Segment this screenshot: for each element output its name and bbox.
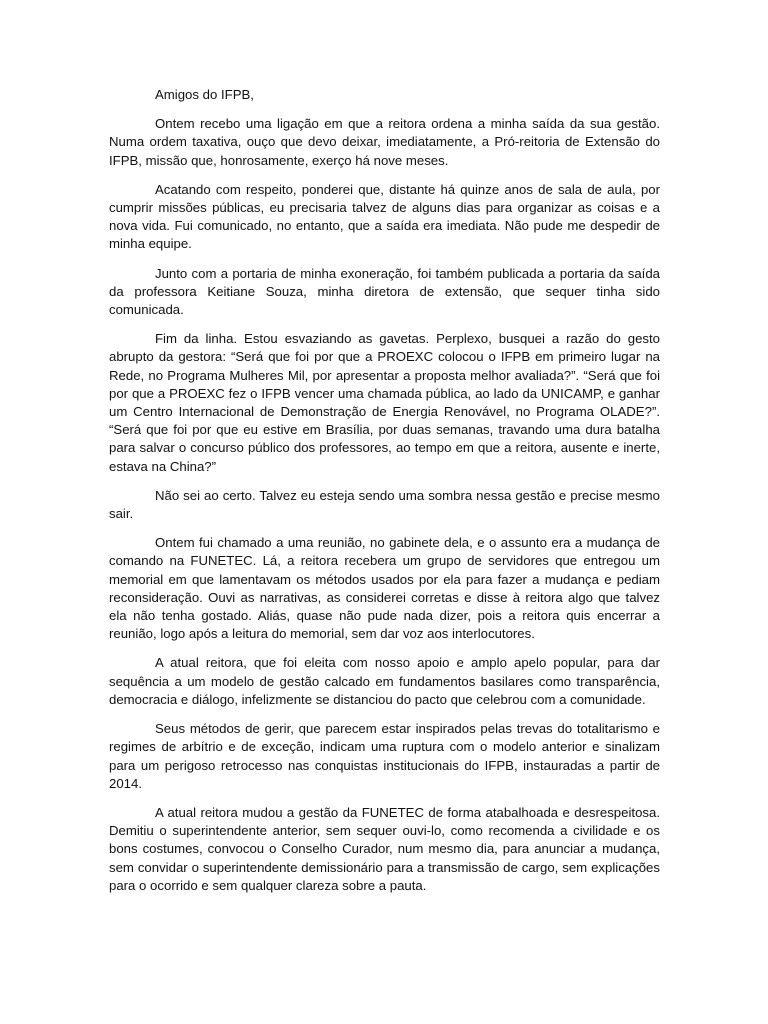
paragraph-8: Seus métodos de gerir, que parecem estar inspirados pelas trevas do totalitarismo e regimes de arbítrio e de exceção, indicam uma ruptura com o modelo anterior e sinalizam para um perigoso retrocesso nas conquistas institucionais do IFPB, instauradas a partir de 2014. bbox=[109, 721, 660, 791]
paragraph-7: A atual reitora, que foi eleita com nosso apoio e amplo apelo popular, para dar sequência a um modelo de gestão calcado em fundamentos basilares como transparência, democracia e diálogo, infelizmente se distanciou do pacto que celebrou com a comunidade. bbox=[109, 655, 660, 707]
paragraph-5: Não sei ao certo. Talvez eu esteja sendo uma sombra nessa gestão e precise mesmo sair. bbox=[109, 487, 660, 522]
paragraph-4: Fim da linha. Estou esvaziando as gavetas. Perplexo, busquei a razão do gesto abrupto da gestora: “Será que foi por que a PROEXC colocou o IFPB em primeiro lugar na Rede, no Programa Mulheres Mil, por apresentar a proposta melhor avaliada?”. “Será que foi por que a PROEXC fez o IFPB vencer uma chamada pública, ao lado da UNICAMP, e ganhar um Centro Internacional de Demonstração de Energia Renovável, no Programa OLADE?”. “Será que foi por que eu estive em Brasília, por duas semanas, travando uma dura batalha para salvar o concurso público dos professores, ao tempo em que a reitora, ausente e inerte, estava na China?” bbox=[109, 331, 660, 474]
paragraph-9: A atual reitora mudou a gestão da FUNETEC de forma atabalhoada e desrespeitosa. Demitiu o superintendente anterior, sem sequer ouvi-lo, como recomenda a civilidade e os bons costumes, convocou o Conselho Curador, num mesmo dia, para anunciar a mudança, sem convidar o superintendente demissionário para a transmissão de cargo, sem explicações para o ocorrido e sem qualquer clareza sobre a pauta. bbox=[109, 804, 660, 893]
paragraph-6: Ontem fui chamado a uma reunião, no gabinete dela, e o assunto era a mudança de comando na FUNETEC. Lá, a reitora recebera um grupo de servidores que entregou um memorial em que lamentavam os métodos usados por ela para fazer a mudança e pediam reconsideração. Ouvi as narrativas, as considerei corretas e disse à reitora algo que talvez ela não tenha gostado. Aliás, quase não pude nada dizer, pois a reitora quis encerrar a reunião, logo após a leitura do memorial, sem dar voz aos interlocutores. bbox=[109, 535, 660, 642]
paragraph-2: Acatando com respeito, ponderei que, distante há quinze anos de sala de aula, por cumprir missões públicas, eu precisaria talvez de alguns dias para organizar as coisas e a nova vida. Fui comunicado, no entanto, que a saída era imediata. Não pude me despedir de minha equipe. bbox=[109, 181, 660, 252]
paragraph-1: Ontem recebo uma ligação em que a reitora ordena a minha saída da sua gestão. Numa ordem taxativa, ouço que devo deixar, imediatamente, a Pró-reitoria de Extensão do IFPB, missão que, honrosamente, exerço há nove meses. bbox=[109, 116, 660, 168]
letter-salutation: Amigos do IFPB, bbox=[155, 87, 254, 102]
paragraph-3: Junto com a portaria de minha exoneração, foi também publicada a portaria da saída da professora Keitiane Souza, minha diretora de extensão, que sequer tinha sido comunicada. bbox=[109, 265, 660, 318]
